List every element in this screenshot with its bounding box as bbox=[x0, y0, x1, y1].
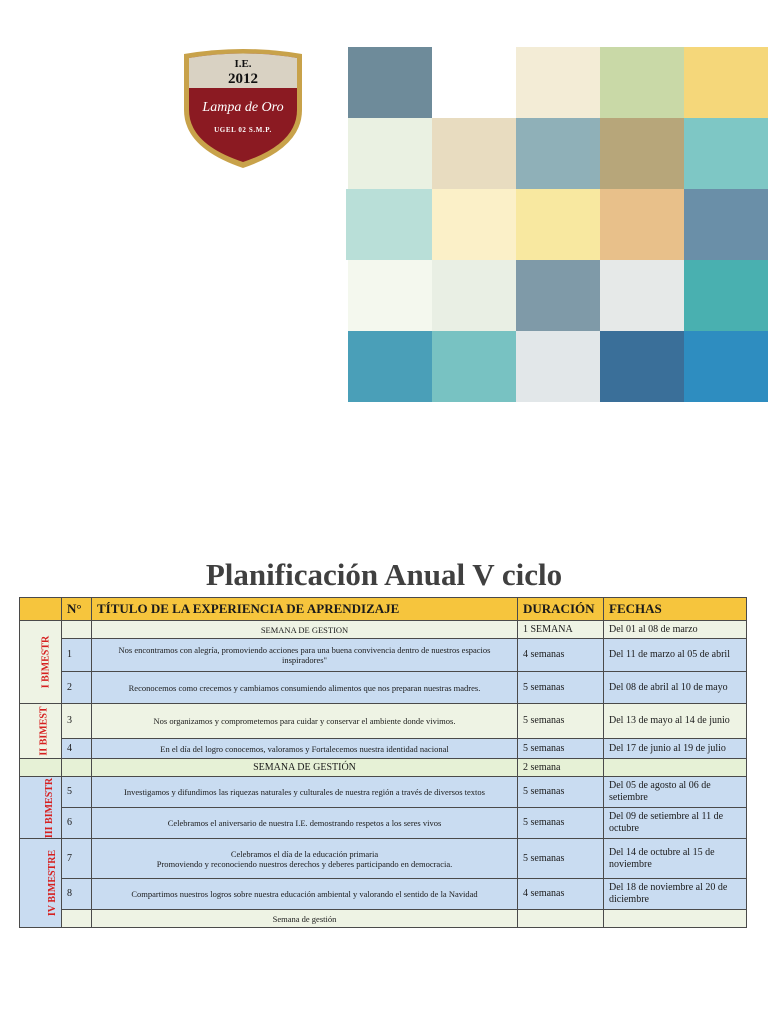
cell-duration bbox=[518, 910, 604, 928]
photo-mosaic bbox=[0, 0, 768, 420]
header-bimester bbox=[20, 598, 62, 621]
table-row bbox=[20, 777, 747, 808]
mosaic-tile bbox=[684, 331, 768, 402]
cell-title: Nos encontramos con alegría, promoviendo acciones para una buena convivencia dentro de nuestros espacios inspiradores" bbox=[92, 639, 518, 672]
mosaic-tile bbox=[516, 118, 600, 189]
school-logo bbox=[178, 48, 308, 170]
mosaic-tile bbox=[348, 331, 432, 402]
cell-dates: Del 17 de junio al 19 de julio bbox=[604, 739, 747, 759]
logo-ie-text: I.E. bbox=[234, 58, 252, 70]
cell-title: SEMANA DE GESTION bbox=[92, 621, 518, 639]
mosaic-tile bbox=[516, 189, 600, 260]
logo-year-text: 2012 bbox=[228, 71, 258, 87]
cell-duration: 2 semana bbox=[518, 759, 604, 777]
mosaic-tile bbox=[684, 189, 768, 260]
mosaic-tile bbox=[600, 47, 684, 118]
mosaic-tile bbox=[600, 189, 684, 260]
header-num: N° bbox=[62, 598, 92, 621]
table-row bbox=[20, 879, 747, 910]
mosaic-tile bbox=[348, 118, 432, 189]
cell-duration: 4 semanas bbox=[518, 639, 604, 672]
cell-dates: Del 09 de setiembre al 11 de octubre bbox=[604, 808, 747, 839]
bimester-cell bbox=[20, 621, 62, 704]
mosaic-tile bbox=[684, 260, 768, 331]
header-duration: DURACIÓN bbox=[518, 598, 604, 621]
cell-num: 5 bbox=[62, 777, 92, 808]
header-title: TÍTULO DE LA EXPERIENCIA DE APRENDIZAJE bbox=[92, 598, 518, 621]
page-title: Planificación Anual V ciclo bbox=[205, 557, 563, 592]
cell-dates: Del 14 de octubre al 15 de noviembre bbox=[604, 839, 747, 879]
mosaic-tile bbox=[432, 260, 516, 331]
cell-title: Celebramos el día de la educación primaria Promoviendo y reconociendo nuestros derechos y deberes participando en democracia. bbox=[92, 839, 518, 879]
cell-title: Investigamos y difundimos las riquezas naturales y culturales de nuestra región a través de diversos textos bbox=[92, 777, 518, 808]
bimester-label: II BIMEST bbox=[38, 706, 50, 756]
mosaic-tile bbox=[600, 331, 684, 402]
mosaic-tile bbox=[432, 118, 516, 189]
cell-num: 7 bbox=[62, 839, 92, 879]
cell-dates bbox=[604, 910, 747, 928]
mosaic-tile bbox=[516, 47, 600, 118]
cell-title: Semana de gestión bbox=[92, 910, 518, 928]
cell-dates: Del 18 de noviembre al 20 de diciembre bbox=[604, 879, 747, 910]
cell-duration: 5 semanas bbox=[518, 739, 604, 759]
bimester-label: IV BIMESTRE bbox=[47, 849, 59, 917]
table-row bbox=[20, 639, 747, 672]
bimester-cell bbox=[20, 704, 62, 759]
table-row bbox=[20, 621, 747, 639]
mosaic-tile bbox=[348, 47, 432, 118]
logo-school-name: Lampa de Oro bbox=[202, 100, 284, 115]
cell-num: 2 bbox=[62, 672, 92, 704]
table-header-row bbox=[20, 598, 747, 621]
mosaic-tile bbox=[516, 260, 600, 331]
cell-num: 1 bbox=[62, 639, 92, 672]
cell-num: 3 bbox=[62, 704, 92, 739]
cell-duration: 1 SEMANA bbox=[518, 621, 604, 639]
table-row bbox=[20, 910, 747, 928]
table-row bbox=[20, 759, 747, 777]
cell-bimester-empty bbox=[20, 759, 62, 777]
mosaic-tile bbox=[600, 118, 684, 189]
cell-duration: 4 semanas bbox=[518, 879, 604, 910]
planning-table bbox=[19, 597, 747, 928]
header-dates: FECHAS bbox=[604, 598, 747, 621]
mosaic-tile bbox=[516, 331, 600, 402]
cell-title: Compartimos nuestros logros sobre nuestra educación ambiental y valorando el sentido de la Navidad bbox=[92, 879, 518, 910]
mosaic-tile bbox=[600, 260, 684, 331]
cell-dates: Del 01 al 08 de marzo bbox=[604, 621, 747, 639]
logo-ugel-text: UGEL 02 S.M.P. bbox=[214, 126, 272, 134]
cell-duration: 5 semanas bbox=[518, 704, 604, 739]
bimester-label: I BIMESTR bbox=[40, 635, 52, 689]
table-row bbox=[20, 704, 747, 739]
mosaic-tile bbox=[432, 331, 516, 402]
mosaic-tile bbox=[684, 47, 768, 118]
cell-num: 6 bbox=[62, 808, 92, 839]
cell-num bbox=[62, 910, 92, 928]
cell-num bbox=[62, 621, 92, 639]
table-row bbox=[20, 808, 747, 839]
cell-title: SEMANA DE GESTIÓN bbox=[92, 759, 518, 777]
cell-duration: 5 semanas bbox=[518, 777, 604, 808]
bimester-label: III BIMESTR bbox=[44, 777, 56, 838]
cell-title: Celebramos el aniversario de nuestra I.E. demostrando respetos a los seres vivos bbox=[92, 808, 518, 839]
bimester-cell bbox=[20, 777, 62, 839]
table-row bbox=[20, 672, 747, 704]
bimester-cell bbox=[20, 839, 62, 928]
cell-duration: 5 semanas bbox=[518, 839, 604, 879]
mosaic-tile bbox=[348, 260, 432, 331]
table-row bbox=[20, 739, 747, 759]
cell-dates bbox=[604, 759, 747, 777]
mosaic-tile bbox=[684, 118, 768, 189]
cell-dates: Del 13 de mayo al 14 de junio bbox=[604, 704, 747, 739]
cell-title: Reconocemos como crecemos y cambiamos consumiendo alimentos que nos preparan nuestras madres. bbox=[92, 672, 518, 704]
cell-num: 4 bbox=[62, 739, 92, 759]
cell-duration: 5 semanas bbox=[518, 672, 604, 704]
cell-duration: 5 semanas bbox=[518, 808, 604, 839]
table-row bbox=[20, 839, 747, 879]
cell-dates: Del 05 de agosto al 06 de setiembre bbox=[604, 777, 747, 808]
cell-num: 8 bbox=[62, 879, 92, 910]
cell-dates: Del 11 de marzo al 05 de abril bbox=[604, 639, 747, 672]
cell-dates: Del 08 de abril al 10 de mayo bbox=[604, 672, 747, 704]
cell-num bbox=[62, 759, 92, 777]
cell-title: En el día del logro conocemos, valoramos y Fortalecemos nuestra identidad nacional bbox=[92, 739, 518, 759]
mosaic-tile bbox=[346, 189, 432, 260]
cell-title: Nos organizamos y comprometemos para cuidar y conservar el ambiente donde vivimos. bbox=[92, 704, 518, 739]
mosaic-tile bbox=[432, 189, 516, 260]
